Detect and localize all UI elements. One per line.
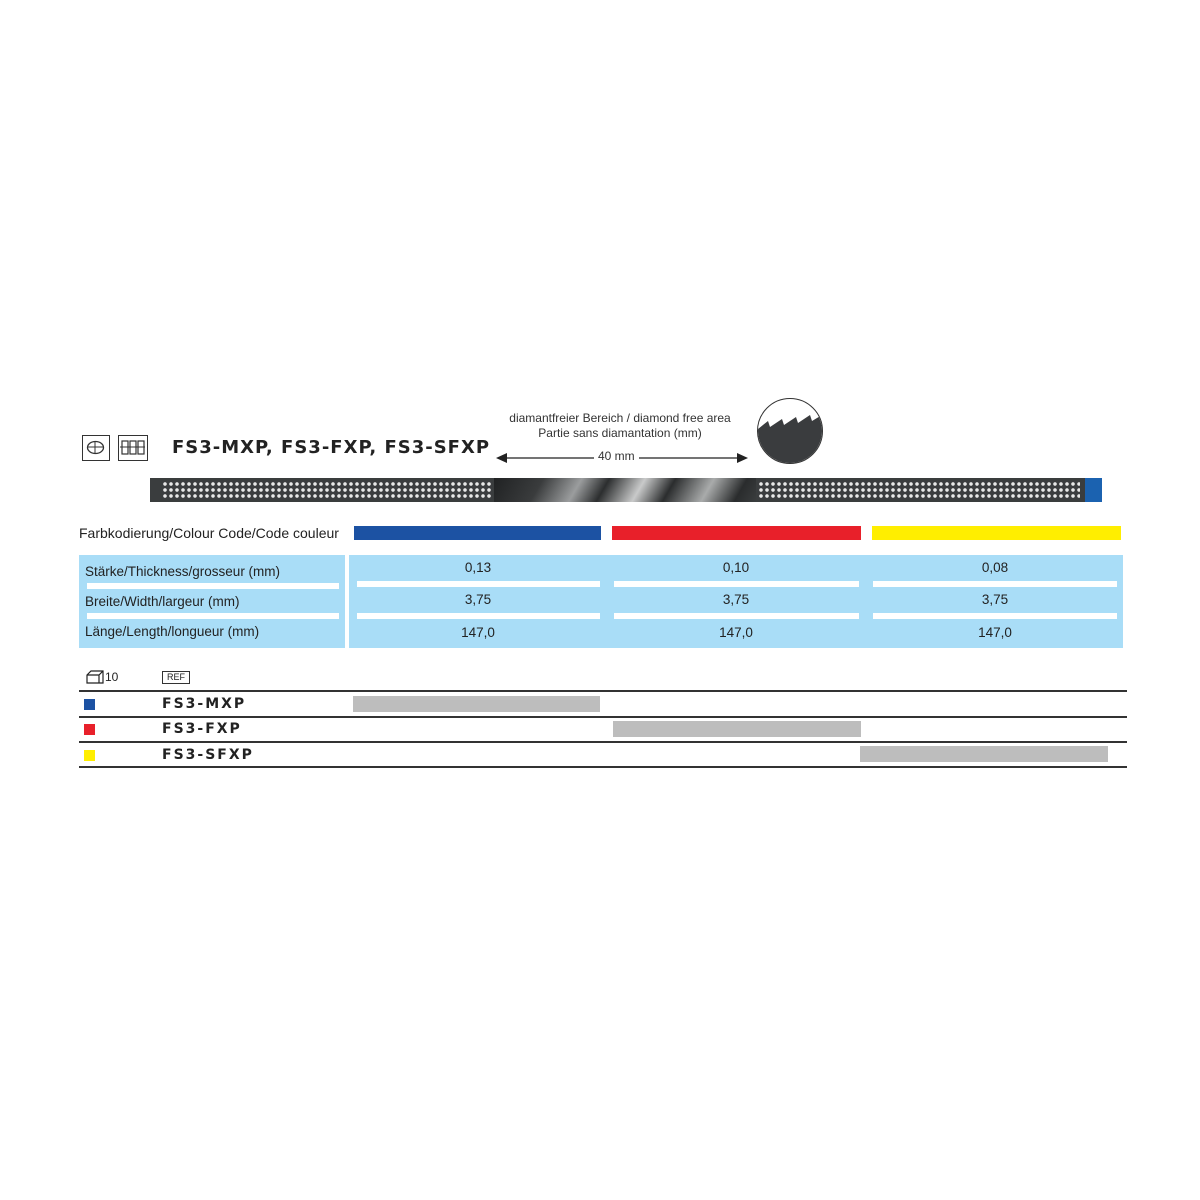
colour-square-red (84, 724, 95, 735)
thickness-label: Stärke/Thickness/grosseur (mm) (85, 564, 281, 579)
ref-code: FS3-FXP (162, 721, 242, 737)
spec-table (79, 555, 1123, 648)
width-value: 3,75 (722, 592, 750, 607)
cross-section-icon (757, 398, 823, 464)
colour-square-blue (84, 699, 95, 710)
length-label: Länge/Length/longueur (mm) (85, 624, 260, 639)
width-label: Breite/Width/largeur (mm) (85, 594, 240, 609)
divider (79, 716, 1127, 718)
page-title: FS3-MXP, FS3-FXP, FS3-SFXP (172, 437, 491, 458)
diamond-free-area-label: diamantfreier Bereich / diamond free area (509, 411, 731, 425)
divider (79, 741, 1127, 743)
thickness-value: 0,10 (722, 560, 750, 575)
colour-square-yellow (84, 750, 95, 761)
diamond-free-area-label-fr: Partie sans diamantation (mm) (538, 426, 702, 440)
width-value: 3,75 (464, 592, 492, 607)
package-quantity: 10 (105, 670, 119, 684)
length-value: 147,0 (719, 625, 753, 640)
thickness-value: 0,08 (981, 560, 1009, 575)
availability-bar (860, 746, 1108, 762)
divider (79, 690, 1127, 692)
availability-bar (613, 721, 861, 737)
availability-bar (353, 696, 600, 712)
divider (79, 766, 1127, 768)
contra-angle-icon (82, 435, 110, 461)
colour-code-red (612, 526, 861, 540)
colour-code-label: Farbkodierung/Colour Code/Code couleur (79, 525, 339, 541)
colour-code-yellow (872, 526, 1121, 540)
colour-code-blue (354, 526, 601, 540)
width-value: 3,75 (981, 592, 1009, 607)
package-icon (86, 670, 104, 684)
dimension-label: 40 mm (594, 449, 639, 463)
handpiece-icon (118, 435, 148, 461)
ref-label: REF (162, 671, 190, 684)
length-value: 147,0 (978, 625, 1012, 640)
ref-code: FS3-SFXP (162, 747, 254, 763)
strip-illustration (150, 478, 1102, 502)
thickness-value: 0,13 (464, 560, 492, 575)
length-value: 147,0 (461, 625, 495, 640)
ref-code: FS3-MXP (162, 696, 247, 712)
